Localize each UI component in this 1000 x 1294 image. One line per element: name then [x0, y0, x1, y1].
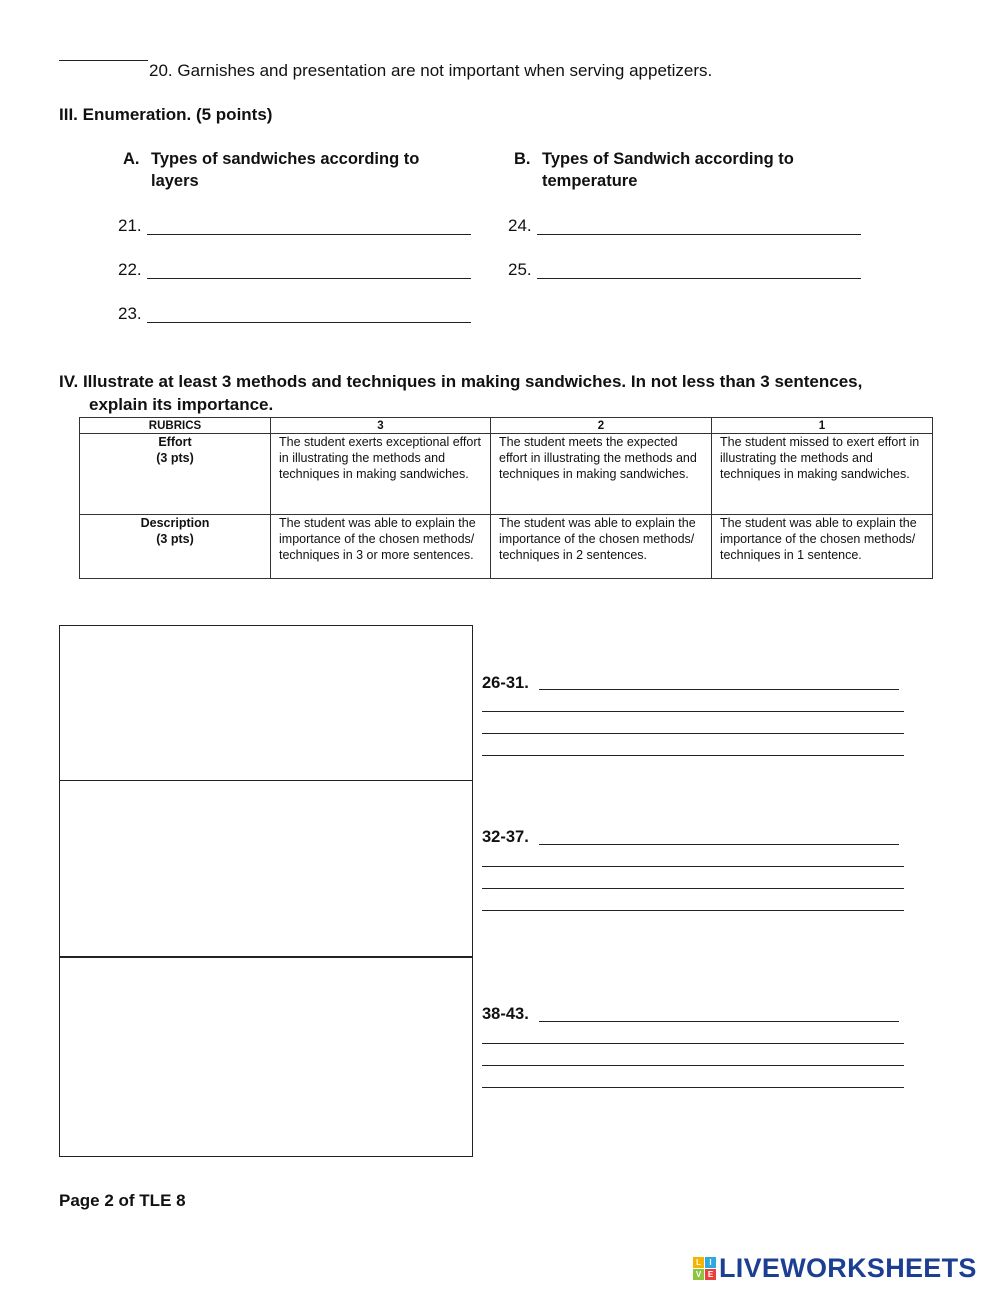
liveworksheets-logo: [693, 1252, 977, 1284]
item-22-answer-line[interactable]: [147, 278, 471, 279]
item-21-answer-line[interactable]: [147, 234, 471, 235]
rubrics-row-description: [80, 515, 933, 579]
item-24-answer-line[interactable]: [537, 234, 861, 235]
illustration-box-2[interactable]: [59, 779, 473, 957]
item-20-number: 20.: [149, 61, 173, 80]
item-20: [149, 61, 712, 81]
rubrics-header-score-3: 3: [271, 418, 491, 434]
rubrics-criterion-name: Effort: [158, 435, 192, 449]
column-b-letter: B.: [514, 150, 531, 168]
answer-38-43-label: 38-43.: [482, 1005, 529, 1023]
answer-38-43-line[interactable]: [539, 1021, 899, 1022]
answer-32-37-label: 32-37.: [482, 828, 529, 846]
answer-32-37-line[interactable]: [482, 888, 904, 889]
logo-mark-tile: E: [705, 1269, 716, 1280]
rubrics-criterion-cell: [80, 434, 271, 515]
answer-26-31-line[interactable]: [482, 755, 904, 756]
item-20-text: Garnishes and presentation are not important when serving appetizers.: [177, 61, 713, 80]
rubrics-cell: The student was able to explain the importance of the chosen methods/ techniques in 3 or more sentences.: [271, 515, 491, 579]
item-23-answer-line[interactable]: [147, 322, 471, 323]
rubrics-header-row: [80, 418, 933, 434]
rubrics-row-effort: [80, 434, 933, 515]
logo-mark-tile: I: [705, 1257, 716, 1268]
rubrics-cell: The student exerts exceptional effort in illustrating the methods and techniques in making sandwiches.: [271, 434, 491, 515]
rubrics-criterion-points: (3 pts): [156, 451, 194, 465]
answer-32-37-line[interactable]: [482, 866, 904, 867]
column-b-line1: Types of Sandwich according to: [542, 150, 794, 168]
item-23-number: 23.: [118, 304, 142, 323]
item-25-answer-line[interactable]: [537, 278, 861, 279]
logo-mark-tile: V: [693, 1269, 704, 1280]
logo-mark-tile: L: [693, 1257, 704, 1268]
rubrics-header-criteria: RUBRICS: [80, 418, 271, 434]
rubrics-cell: The student meets the expected effort in illustrating the methods and techniques in making sandwiches.: [491, 434, 712, 515]
liveworksheets-logo-text: LIVEWORKSHEETS: [719, 1252, 977, 1283]
rubrics-cell: The student missed to exert effort in illustrating the methods and techniques in making sandwiches.: [712, 434, 933, 515]
section-4-heading-line1: IV. Illustrate at least 3 methods and techniques in making sandwiches. In not less than 3 sentences,: [59, 372, 863, 391]
rubrics-header-score-1: 1: [712, 418, 933, 434]
item-20-answer-blank[interactable]: [59, 60, 148, 61]
answer-32-37-line[interactable]: [482, 910, 904, 911]
illustration-box-3[interactable]: [59, 957, 473, 1157]
item-22-number: 22.: [118, 260, 142, 279]
liveworksheets-logo-icon: [693, 1257, 716, 1280]
rubrics-criterion-name: Description: [140, 516, 210, 530]
section-3-heading: III. Enumeration. (5 points): [59, 105, 273, 124]
rubrics-header-score-2: 2: [491, 418, 712, 434]
item-21-number: 21.: [118, 216, 142, 235]
column-b-line2: temperature: [542, 172, 638, 190]
enumeration-column-b-heading: [514, 148, 874, 192]
column-a-letter: A.: [123, 150, 140, 168]
rubrics-cell: The student was able to explain the importance of the chosen methods/ techniques in 1 sentence.: [712, 515, 933, 579]
answer-38-43-line[interactable]: [482, 1043, 904, 1044]
rubrics-table: [79, 417, 933, 579]
item-24-number: 24.: [508, 216, 532, 235]
answer-38-43-line[interactable]: [482, 1087, 904, 1088]
rubrics-criterion-points: (3 pts): [156, 532, 194, 546]
column-a-line1: Types of sandwiches according to: [151, 150, 420, 168]
column-a-line2: layers: [151, 172, 199, 190]
answer-26-31-line[interactable]: [539, 689, 899, 690]
answer-26-31-label: 26-31.: [482, 674, 529, 692]
rubrics-criterion-cell: [80, 515, 271, 579]
answer-32-37-line[interactable]: [539, 844, 899, 845]
answer-38-43-line[interactable]: [482, 1065, 904, 1066]
answer-26-31-line[interactable]: [482, 711, 904, 712]
section-4-heading-line2: explain its importance.: [89, 395, 274, 414]
enumeration-column-a-heading: [123, 148, 483, 192]
illustration-box-1[interactable]: [59, 625, 473, 781]
rubrics-cell: The student was able to explain the importance of the chosen methods/ techniques in 2 sentences.: [491, 515, 712, 579]
page-footer: Page 2 of TLE 8: [59, 1191, 186, 1210]
answer-26-31-line[interactable]: [482, 733, 904, 734]
item-25-number: 25.: [508, 260, 532, 279]
